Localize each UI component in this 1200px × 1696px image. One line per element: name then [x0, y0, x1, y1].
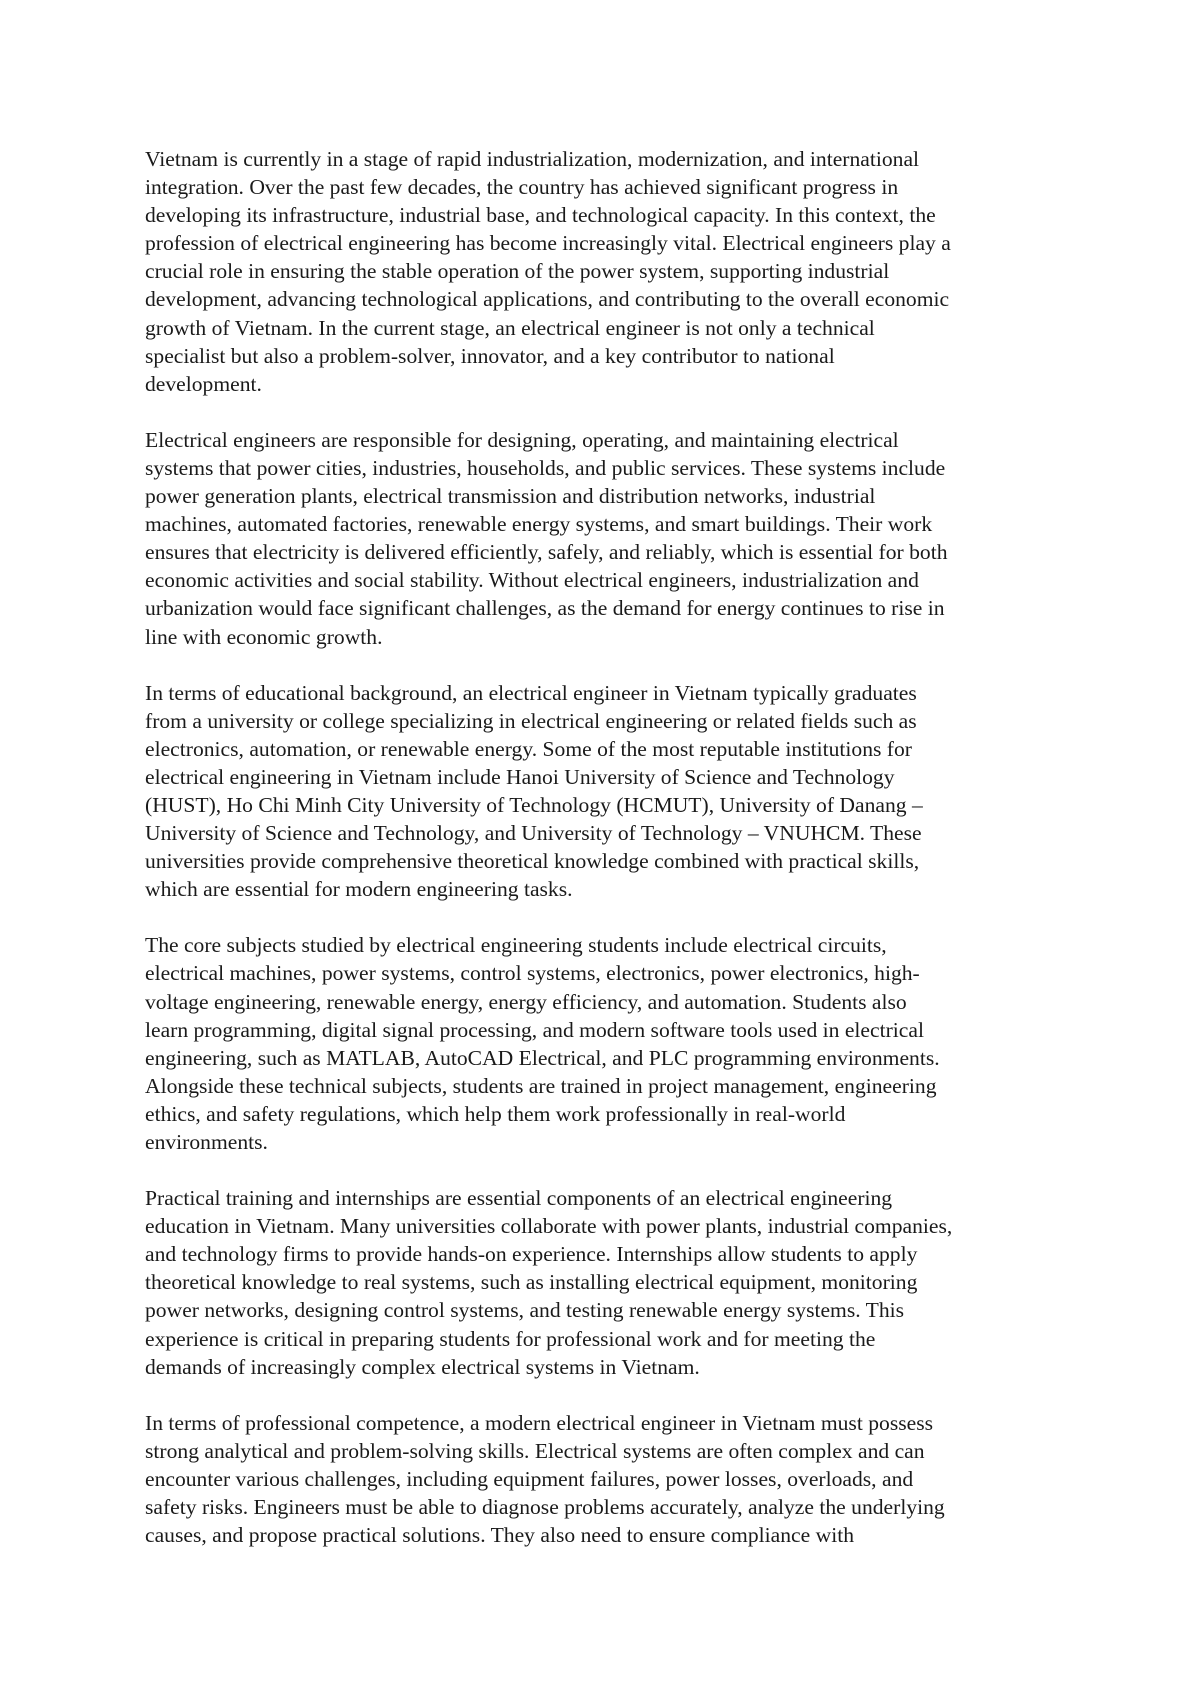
text-line: urbanization would face significant challenges, as the demand for energy continues to rise in [145, 596, 945, 621]
text-line: power networks, designing control systems, and testing renewable energy systems. This [145, 1298, 905, 1323]
text-line: Vietnam is currently in a stage of rapid industrialization, modernization, and international [145, 147, 920, 171]
text-line: experience is critical in preparing students for professional work and for meeting the [145, 1326, 876, 1351]
text-line: integration. Over the past few decades, the country has achieved significant progress in [145, 175, 899, 200]
text-line: machines, automated factories, renewable energy systems, and smart buildings. Their work [145, 512, 933, 537]
text-line: growth of Vietnam. In the current stage, an electrical engineer is not only a technical [145, 315, 875, 340]
text-line: safety risks. Engineers must be able to diagnose problems accurately, analyze the underlying [145, 1495, 945, 1520]
text-line: voltage engineering, renewable energy, energy efficiency, and automation. Students also [145, 989, 907, 1014]
text-line: Electrical engineers are responsible for designing, operating, and maintaining electrical [145, 427, 899, 452]
paragraph-4 [145, 931, 1065, 1156]
text-line: line with economic growth. [145, 624, 383, 649]
text-line: and technology firms to provide hands-on experience. Internships allow students to apply [145, 1242, 918, 1267]
paragraph-1 [145, 145, 1065, 398]
text-line: ethics, and safety regulations, which help them work professionally in real-world [145, 1101, 846, 1126]
text-line: In terms of professional competence, a modern electrical engineer in Vietnam must possess [145, 1410, 934, 1435]
text-line: which are essential for modern engineering tasks. [145, 877, 573, 902]
text-line: University of Science and Technology, and University of Technology – VNUHCM. These [145, 821, 922, 846]
text-line: environments. [145, 1130, 268, 1154]
text-line: developing its infrastructure, industrial base, and technological capacity. In this context, the [145, 203, 936, 228]
paragraph-6 [145, 1409, 1065, 1549]
text-line: electrical machines, power systems, control systems, electronics, power electronics, high- [145, 961, 920, 986]
paragraph-3 [145, 679, 1065, 904]
text-line: engineering, such as MATLAB, AutoCAD Electrical, and PLC programming environments. [145, 1045, 940, 1070]
text-line: learn programming, digital signal processing, and modern software tools used in electrical [145, 1017, 924, 1042]
text-line: economic activities and social stability. Without electrical engineers, industrialization and [145, 568, 919, 593]
text-line: from a university or college specializing in electrical engineering or related fields such as [145, 708, 917, 733]
text-line: specialist but also a problem-solver, innovator, and a key contributor to national [145, 343, 835, 368]
text-line: theoretical knowledge to real systems, such as installing electrical equipment, monitoring [145, 1270, 918, 1295]
text-line: encounter various challenges, including equipment failures, power losses, overloads, and [145, 1466, 914, 1491]
text-line: profession of electrical engineering has become increasingly vital. Electrical engineers play a [145, 231, 951, 256]
text-line: development, advancing technological applications, and contributing to the overall economic [145, 287, 950, 312]
text-line: The core subjects studied by electrical engineering students include electrical circuits, [145, 933, 887, 958]
text-line: In terms of educational background, an electrical engineer in Vietnam typically graduates [145, 680, 917, 705]
text-line: power generation plants, electrical transmission and distribution networks, industrial [145, 484, 876, 509]
text-line: education in Vietnam. Many universities collaborate with power plants, industrial companies, [145, 1214, 953, 1239]
text-line: ensures that electricity is delivered efficiently, safely, and reliably, which is essential for both [145, 540, 948, 565]
text-line: electrical engineering in Vietnam include Hanoi University of Science and Technology [145, 764, 895, 789]
paragraph-2 [145, 426, 1065, 651]
text-line: systems that power cities, industries, households, and public services. These systems include [145, 455, 946, 480]
text-line: universities provide comprehensive theoretical knowledge combined with practical skills, [145, 849, 920, 874]
document-body [145, 145, 1065, 1577]
text-line: Alongside these technical subjects, students are trained in project management, engineering [145, 1073, 937, 1098]
text-line: demands of increasingly complex electrical systems in Vietnam. [145, 1354, 700, 1379]
text-line: development. [145, 371, 262, 396]
text-line: causes, and propose practical solutions. They also need to ensure compliance with [145, 1523, 854, 1548]
text-line: crucial role in ensuring the stable operation of the power system, supporting industrial [145, 259, 890, 284]
text-line: strong analytical and problem-solving skills. Electrical systems are often complex and can [145, 1438, 925, 1463]
paragraph-5 [145, 1184, 1065, 1381]
text-line: (HUST), Ho Chi Minh City University of Technology (HCMUT), University of Danang – [145, 792, 923, 817]
text-line: Practical training and internships are essential components of an electrical engineering [145, 1186, 893, 1211]
text-line: electronics, automation, or renewable energy. Some of the most reputable institutions for [145, 736, 912, 761]
